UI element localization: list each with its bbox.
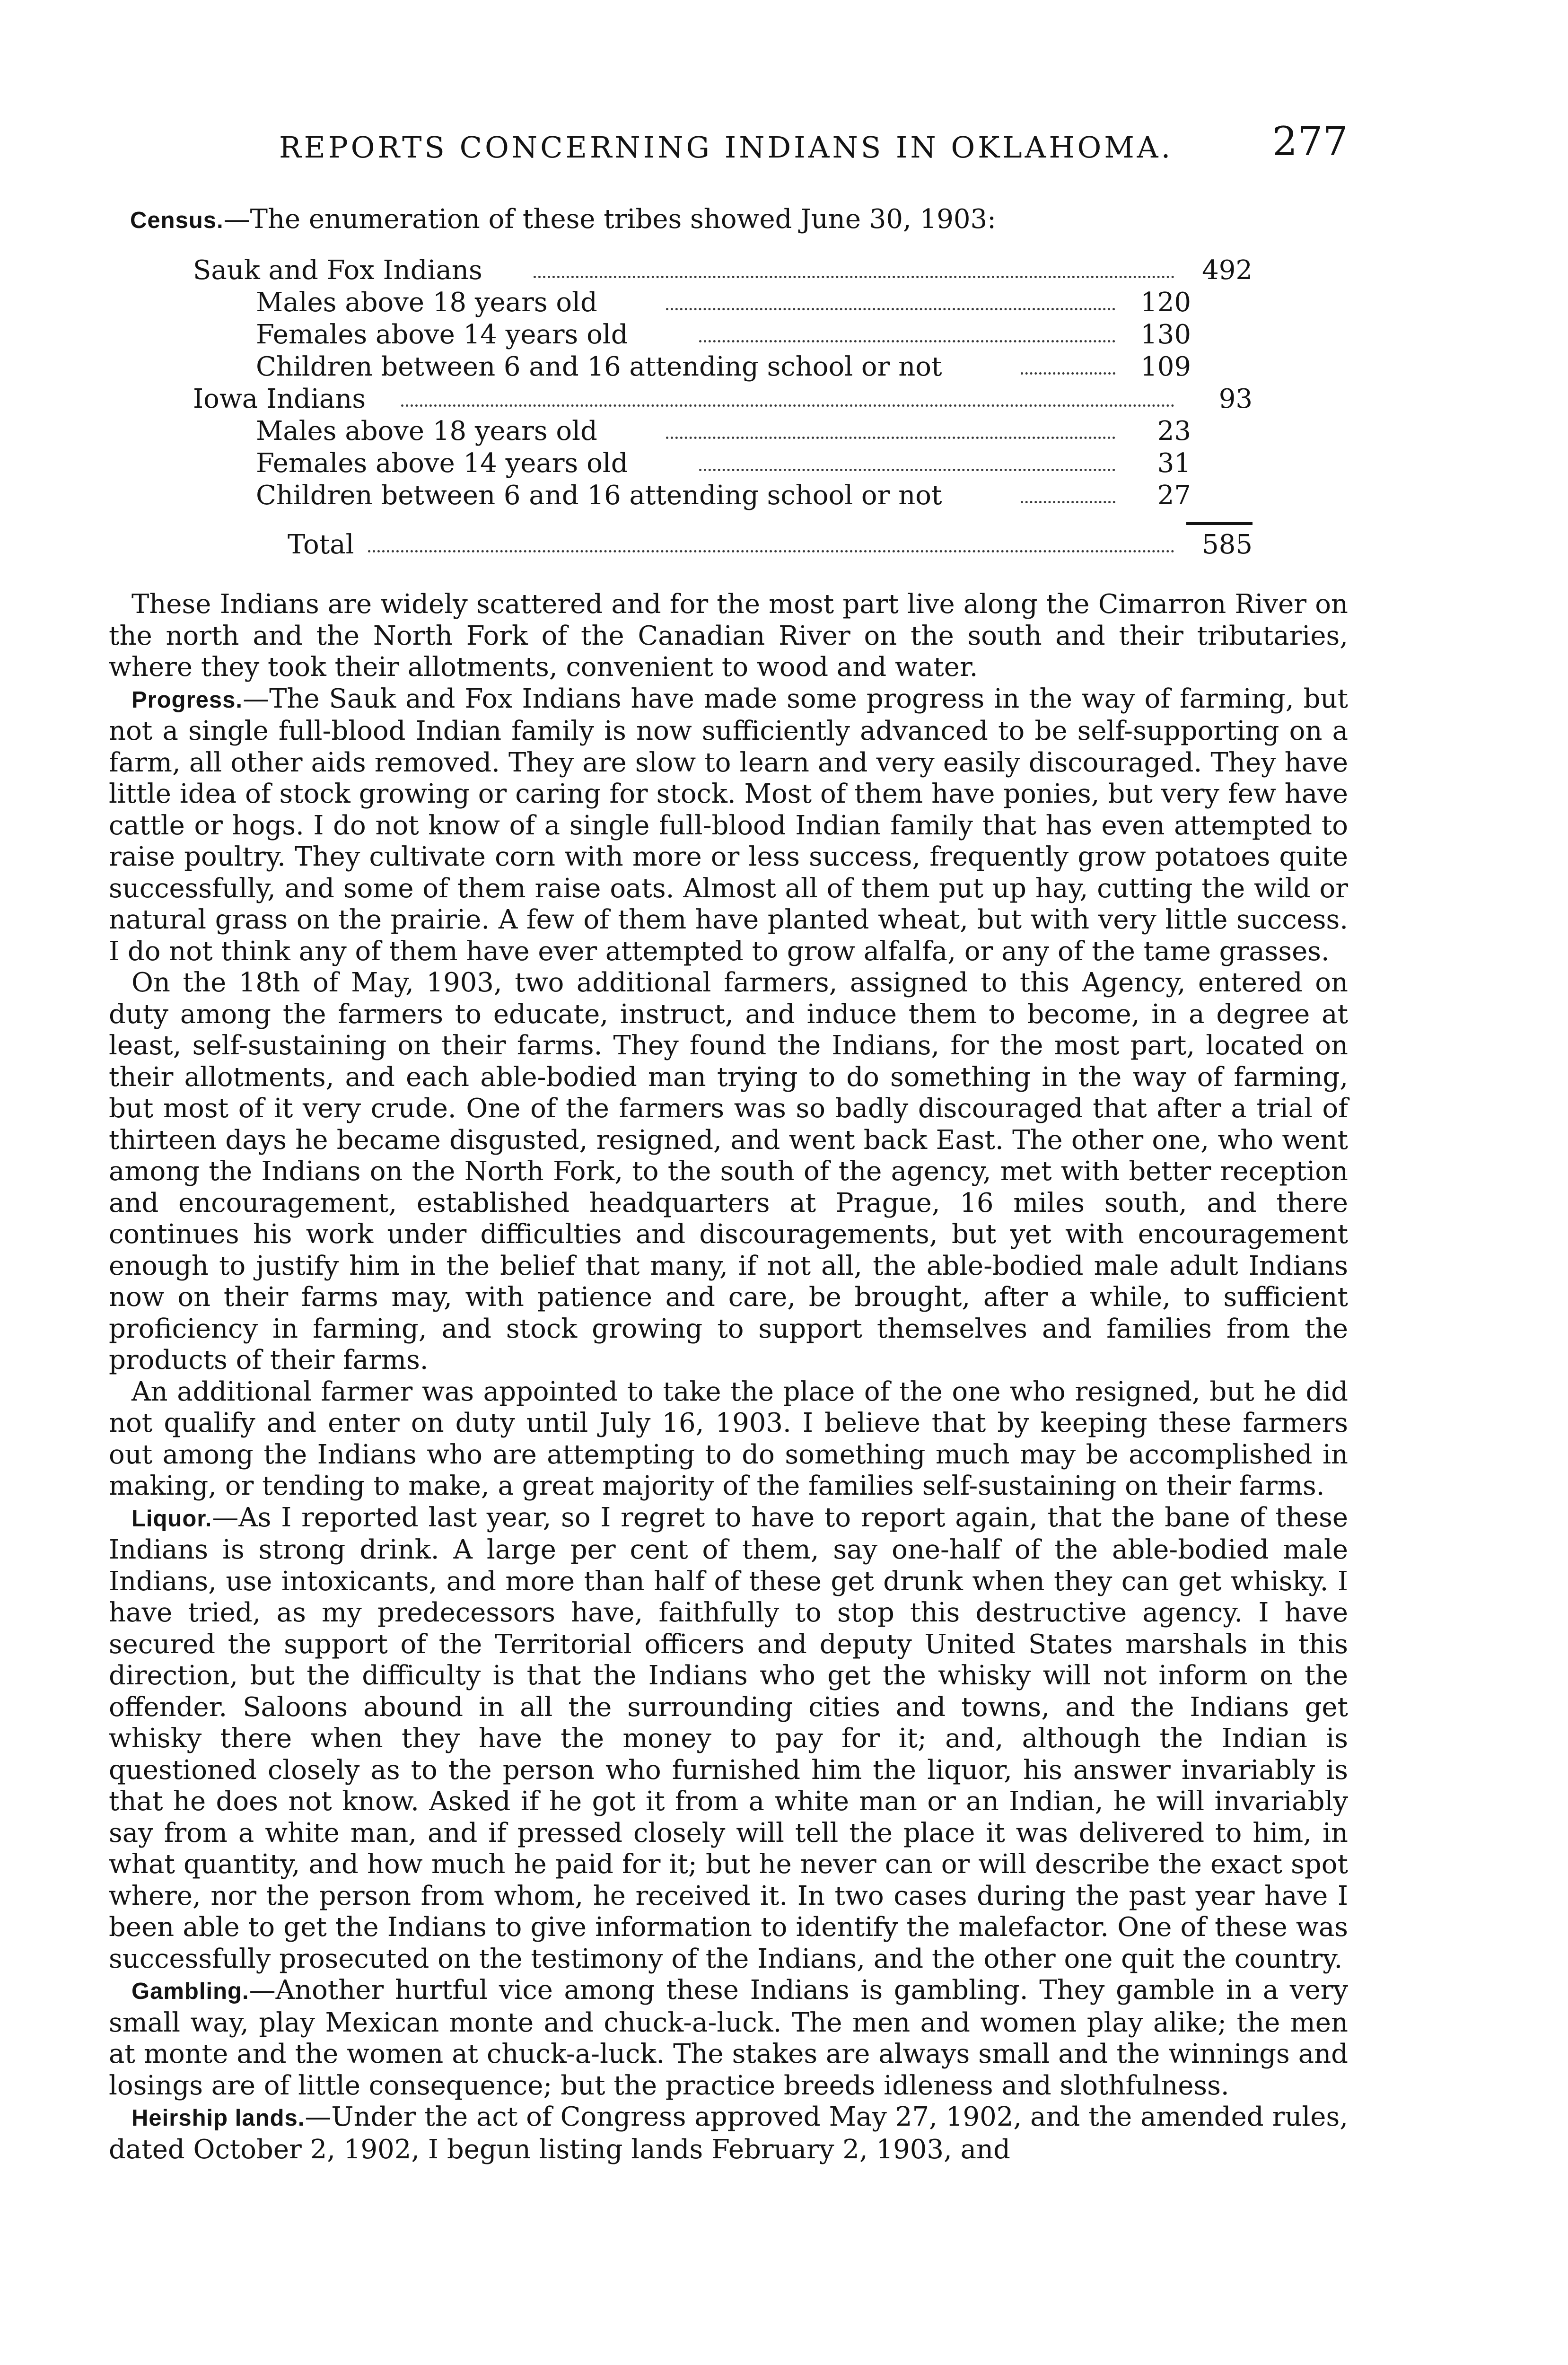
leader-dots — [699, 447, 1115, 471]
census-row-label: Iowa Indians — [193, 384, 366, 414]
leader-dots — [534, 254, 1174, 278]
census-table — [193, 254, 1253, 561]
paragraph-text: On the 18th of May, 1903, two additional farmers, assigned to this Agency, entered on duty among the farmers to educate, instruct, and induce them to become, in a degree at least, self-sustaining on their farms. They found the Indians, for the most part, located on their allotments, and each able-bodied man trying to do something in the way of farming, but most of it very crude. One of the farmers was so badly discouraged that after a trial of thirteen days he became disgusted, resigned, and went back East. The other one, who went among the Indians on the North Fork, to the south of the agency, met with better reception and encouragement, established headquarters at Prague, 16 miles south, and there continues his work under difficulties and discouragements, but yet with encouragement enough to justify him in the belief that many, if not all, the able-bodied male adult Indians now on their farms may, with patience and care, be brought, after a while, to sufficient proficiency in farming, and stock growing to support themselves and families from the products of their farms. — [109, 967, 1348, 1375]
census-total-label: Total — [288, 529, 354, 560]
paragraph — [109, 967, 1348, 1376]
paragraph-text: —As I reported last year, so I regret to have to report again, that the bane of these Indians is strong drink. A large per cent of them, say one-half of the able-bodied male Indians, use intoxicants, and more than half of these get drunk when they can get whisky. I have tried, as my predecessors have, faithfully to stop this destructive agency. I have secured the support of the Territorial officers and deputy United States marshals in this direction, but the difficulty is that the Indians who get the whisky will not inform on the offender. Saloons abound in all the surrounding cities and towns, and the Indians get whisky there when they have the money to pay for it; and, although the Indian is questioned closely as to the person who furnished him the liquor, his answer invariably is that he does not know. Asked if he got it from a white man or an Indian, he will invariably say from a white man, and if pressed closely will tell the place it was delivered to him, in what quantity, and how much he paid for it; but he never can or will describe the exact spot where, nor the person from whom, he received it. In two cases during the past year have I been able to get the Indians to give information to identify the malefactor. One of these was successfully prosecuted on the testimony of the Indians, and the other one quit the country. — [109, 1502, 1348, 1974]
paragraph-liquor — [109, 1502, 1348, 1975]
census-row-value: 31 — [1157, 448, 1191, 479]
paragraph-gambling — [109, 1975, 1348, 2102]
paragraph-text: These Indians are widely scattered and for the most part live along the Cimarron River on the north and the North Fork of the Canadian River on the south and their tributaries, where they took their allotments, convenient to wood and water. — [109, 589, 1348, 683]
paragraph-heirship-lands — [109, 2102, 1348, 2165]
census-row-value: 109 — [1140, 351, 1191, 382]
paragraph-text: An additional farmer was appointed to take the place of the one who resigned, but he did not qualify and enter on duty until July 16, 1903. I believe that by keeping these farmers out among the Indians who are attempting to do something much may be accomplished in making, or tending to make, a great majority of the families self-sustaining on their farms. — [109, 1376, 1348, 1501]
census-lead — [130, 203, 996, 236]
census-row — [193, 383, 1253, 415]
paragraph-progress — [109, 683, 1348, 968]
total-rule — [1186, 522, 1253, 525]
census-intro: —The enumeration of these tribes showed June 30, 1903: — [223, 204, 997, 235]
running-head: REPORTS CONCERNING INDIANS IN OKLAHOMA. — [279, 130, 1174, 165]
census-row-label: Children between 6 and 16 attending school or not — [256, 480, 942, 511]
census-row-label: Sauk and Fox Indians — [193, 255, 482, 286]
leader-dots — [401, 383, 1174, 407]
census-row-value: 27 — [1157, 480, 1191, 511]
paragraph-text: —The Sauk and Fox Indians have made some progress in the way of farming, but not a single full-blood Indian family is now sufficiently advanced to be self-supporting on a farm, all other aids removed. They are slow to learn and very easily discouraged. They have little idea of stock growing or caring for stock. Most of them have ponies, but very few have cattle or hogs. I do not know of a single full-blood Indian family that has even attempted to raise poultry. They cultivate corn with more or less success, frequently grow potatoes quite successfully, and some of them raise oats. Almost all of them put up hay, cutting the wild or natural grass on the prairie. A few of them have planted wheat, but with very little success. I do not think any of them have ever attempted to grow alfalfa, or any of the tame grasses. — [109, 683, 1348, 967]
paragraph-text: —Another hurtful vice among these Indians is gambling. They gamble in a very small way, play Mexican monte and chuck-a-luck. The men and women play alike; the men at monte and the women at chuck-a-luck. The stakes are always small and the winnings and losings are of little consequence; but the practice breeds idleness and slothfulness. — [109, 1975, 1348, 2101]
leader-dots — [1021, 351, 1115, 375]
section-heading-progress: Progress. — [131, 687, 243, 713]
section-heading-liquor: Liquor. — [131, 1506, 212, 1532]
census-row — [193, 351, 1253, 383]
body-text — [109, 589, 1348, 2165]
census-row-label: Females above 14 years old — [256, 319, 628, 350]
paragraph — [109, 589, 1348, 683]
section-heading-heirship-lands: Heirship lands. — [131, 2105, 305, 2131]
census-total-row — [193, 529, 1253, 561]
leader-dots — [1021, 480, 1115, 503]
census-total-value: 585 — [1202, 529, 1253, 560]
census-row-value: 130 — [1140, 319, 1191, 350]
census-row-value: 23 — [1157, 416, 1191, 447]
paragraph-text: —Under the act of Congress approved May 27, 1902, and the amended rules, dated October 2, 1902, I begun listing lands February 2, 1903, and — [109, 2102, 1348, 2165]
leader-dots — [368, 529, 1174, 552]
page-number: 277 — [1272, 118, 1348, 165]
census-row — [193, 254, 1253, 287]
census-row-value: 492 — [1202, 255, 1253, 286]
section-heading-gambling: Gambling. — [131, 1979, 249, 2004]
census-row-label: Females above 14 years old — [256, 448, 628, 479]
leader-dots — [699, 319, 1115, 342]
census-row-label: Males above 18 years old — [256, 416, 597, 447]
leader-dots — [666, 415, 1115, 439]
census-row — [193, 415, 1253, 447]
page-header — [279, 118, 1348, 166]
census-row-value: 120 — [1140, 287, 1191, 318]
census-row — [193, 319, 1253, 351]
census-row — [193, 447, 1253, 480]
paragraph — [109, 1376, 1348, 1502]
census-row-value: 93 — [1218, 384, 1253, 414]
census-row — [193, 287, 1253, 319]
census-row — [193, 480, 1253, 512]
leader-dots — [666, 287, 1115, 310]
section-heading-census: Census. — [130, 208, 224, 233]
census-row-label: Males above 18 years old — [256, 287, 597, 318]
census-row-label: Children between 6 and 16 attending school or not — [256, 351, 942, 382]
